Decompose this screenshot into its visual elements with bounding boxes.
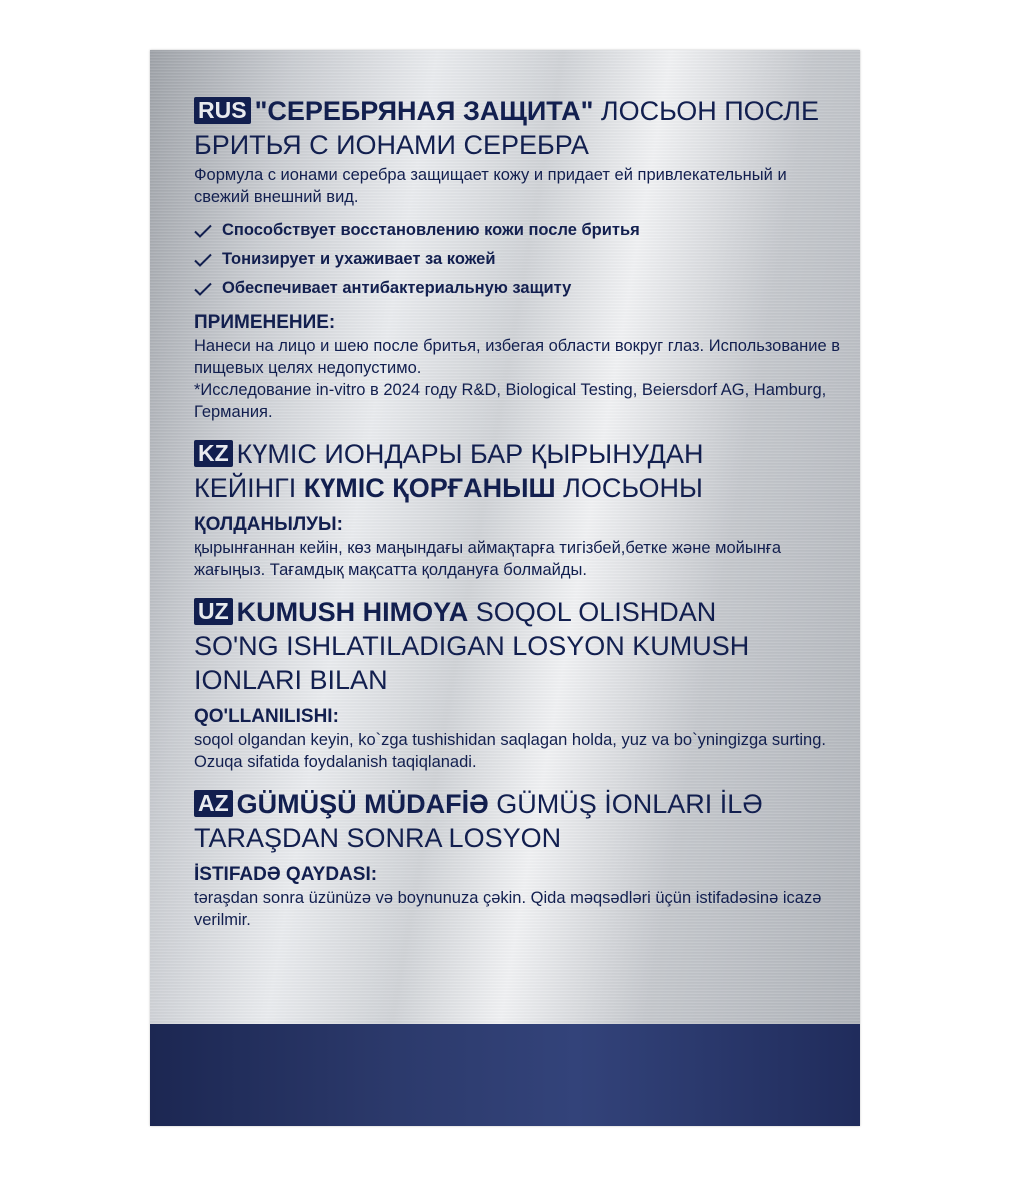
rus-title-bold: "СЕРЕБРЯНАЯ ЗАЩИТА" bbox=[254, 96, 594, 126]
bottom-color-band bbox=[150, 1024, 860, 1126]
section-uz bbox=[194, 595, 844, 773]
section-rus bbox=[194, 94, 844, 423]
uz-title-bold: KUMUSH HIMOYA bbox=[236, 597, 469, 627]
check-icon bbox=[194, 253, 212, 267]
check-icon bbox=[194, 224, 212, 238]
az-lang-badge: AZ bbox=[194, 790, 233, 817]
section-az bbox=[194, 787, 844, 931]
rus-title bbox=[194, 94, 844, 162]
uz-title bbox=[194, 595, 844, 697]
kz-title-line2-c: ЛОСЬОНЫ bbox=[555, 473, 703, 503]
kz-lang-badge: KZ bbox=[194, 440, 233, 467]
az-title-bold: GÜMÜŞÜ MÜDAFİƏ bbox=[236, 789, 489, 819]
list-item bbox=[194, 245, 844, 274]
uz-usage-heading: QO'LLANILISHI: bbox=[194, 706, 339, 727]
benefit-text: Способствует восстановлению кожи после бритья bbox=[222, 221, 640, 239]
section-kz bbox=[194, 437, 844, 581]
check-icon bbox=[194, 282, 212, 296]
rus-usage-heading: ПРИМЕНЕНИЕ: bbox=[194, 312, 336, 333]
rus-usage-text: Нанеси на лицо и шею после бритья, избегая области вокруг глаз. Использование в пищевых целях недопустимо. bbox=[194, 337, 840, 377]
az-usage-heading: İSTIFADƏ QAYDASI: bbox=[194, 864, 378, 885]
az-title bbox=[194, 787, 844, 855]
uz-title-line2: SO'NG ISHLATILADIGAN LOSYON KUMUSH bbox=[194, 631, 750, 661]
list-item bbox=[194, 216, 844, 245]
label-content bbox=[194, 94, 844, 931]
kz-usage-heading: ҚОЛДАНЫЛУЫ: bbox=[194, 514, 343, 535]
rus-lang-badge: RUS bbox=[194, 97, 251, 124]
benefit-text: Обеспечивает антибактериальную защиту bbox=[222, 279, 572, 297]
package-back-panel bbox=[150, 50, 860, 1126]
rus-benefits-list bbox=[194, 216, 844, 303]
kz-title-line2-a: КЕЙІНГІ bbox=[194, 473, 304, 503]
kz-title bbox=[194, 437, 844, 505]
az-title-line2: TARAŞDAN SONRA LOSYON bbox=[194, 823, 562, 853]
rus-title-rest: ЛОСЬОН ПОСЛЕ bbox=[593, 96, 819, 126]
rus-description: Формула с ионами серебра защищает кожу и придает ей привлекательный и свежий внешний вид. bbox=[194, 166, 787, 206]
rus-title-line2: БРИТЬЯ С ИОНАМИ СЕРЕБРА bbox=[194, 130, 589, 160]
kz-usage-text: қырынғаннан кейін, көз маңындағы аймақтарға тигізбей,бетке және мойынға жағыңыз. Тағамдық мақсатта қолдануға болмайды. bbox=[194, 539, 781, 579]
uz-title-line3: IONLARI BILAN bbox=[194, 665, 388, 695]
az-usage-text: təraşdan sonra üzünüzə və boynunuza çəkin. Qida məqsədləri üçün istifadəsinə icazə verilmir. bbox=[194, 889, 822, 929]
uz-lang-badge: UZ bbox=[194, 598, 233, 625]
kz-title-line1: КҮМІС ИОНДАРЫ БАР ҚЫРЫНУДАН bbox=[236, 439, 704, 469]
list-item bbox=[194, 274, 844, 303]
rus-footnote: *Исследование in-vitro в 2024 году R&D, Biological Testing, Beiersdorf AG, Hamburg, Германия. bbox=[194, 381, 827, 421]
kz-title-line2-b: КҮМІС ҚОРҒАНЫШ bbox=[303, 473, 556, 503]
az-title-rest: GÜMÜŞ İONLARI İLƏ bbox=[488, 789, 763, 819]
benefit-text: Тонизирует и ухаживает за кожей bbox=[222, 250, 496, 268]
uz-title-rest: SOQOL OLISHDAN bbox=[468, 597, 717, 627]
uz-usage-text: soqol olgandan keyin, ko`zga tushishidan saqlagan holda, yuz va bo`yningizga surting. Ozuqa sifatida foydalanish taqiqlanadi. bbox=[194, 731, 826, 771]
